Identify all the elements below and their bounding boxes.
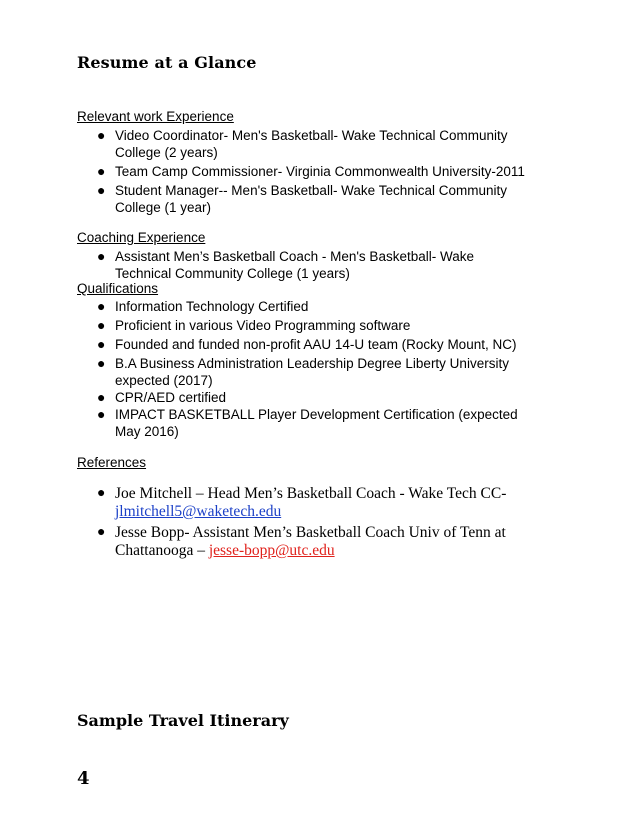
- list-item: ● Student Manager-- Men's Basketball- Wake Technical Community College (1 year): [97, 182, 507, 215]
- reference-text: Joe Mitchell – Head Men’s Basketball Coach - Wake Tech CC-: [115, 485, 507, 502]
- coaching-experience-heading: Coaching Experience: [77, 230, 206, 245]
- reference-email-link[interactable]: jesse-bopp@utc.edu: [208, 542, 335, 559]
- qualifications-list: [97, 298, 537, 440]
- bullet-icon: ●: [97, 389, 106, 405]
- bullet-icon: ●: [97, 127, 106, 143]
- bullet-icon: ●: [97, 525, 106, 540]
- bullet-icon: ●: [97, 486, 106, 501]
- list-item: ● Video Coordinator- Men's Basketball- Wake Technical Community College (2 years): [97, 127, 508, 160]
- coaching-experience-list: [97, 248, 497, 282]
- reference-email-link[interactable]: jlmitchell5@waketech.edu: [115, 503, 282, 520]
- bullet-icon: ●: [97, 298, 106, 314]
- bullet-icon: ●: [97, 163, 106, 179]
- work-experience-heading: Relevant work Experience: [77, 109, 234, 124]
- reference-item: [97, 485, 537, 521]
- page-number: 4: [77, 768, 90, 789]
- bullet-icon: ●: [97, 406, 106, 422]
- bullet-icon: ●: [97, 248, 106, 264]
- travel-itinerary-heading: Sample Travel Itinerary: [77, 711, 289, 730]
- list-item: ● CPR/AED certified: [97, 389, 227, 405]
- list-item: ● Proficient in various Video Programming software: [97, 317, 411, 333]
- page-title: Resume at a Glance: [77, 53, 257, 72]
- list-item: ● Assistant Men’s Basketball Coach - Men's Basketball- Wake Technical Community College (1 years): [97, 248, 474, 281]
- list-item: ● B.A Business Administration Leadership Degree Liberty University expected (2017): [97, 355, 509, 388]
- references-heading: References: [77, 455, 147, 470]
- list-item: ● IMPACT BASKETBALL Player Development Certification (expected May 2016): [97, 406, 518, 439]
- reference-item: [97, 524, 537, 560]
- bullet-icon: ●: [97, 355, 106, 371]
- work-experience-list: [97, 127, 537, 218]
- bullet-icon: ●: [97, 317, 106, 333]
- list-item: ● Founded and funded non-profit AAU 14-U team (Rocky Mount, NC): [97, 336, 517, 352]
- bullet-icon: ●: [97, 182, 106, 198]
- references-list: [97, 485, 537, 563]
- list-item: ● Team Camp Commissioner- Virginia Commonwealth University-2011: [97, 163, 525, 179]
- reference-text: Jesse Bopp- Assistant Men’s Basketball Coach Univ of Tenn at Chattanooga –: [115, 524, 506, 559]
- qualifications-heading: Qualifications: [77, 281, 159, 296]
- list-item: ● Information Technology Certified: [97, 298, 309, 314]
- bullet-icon: ●: [97, 336, 106, 352]
